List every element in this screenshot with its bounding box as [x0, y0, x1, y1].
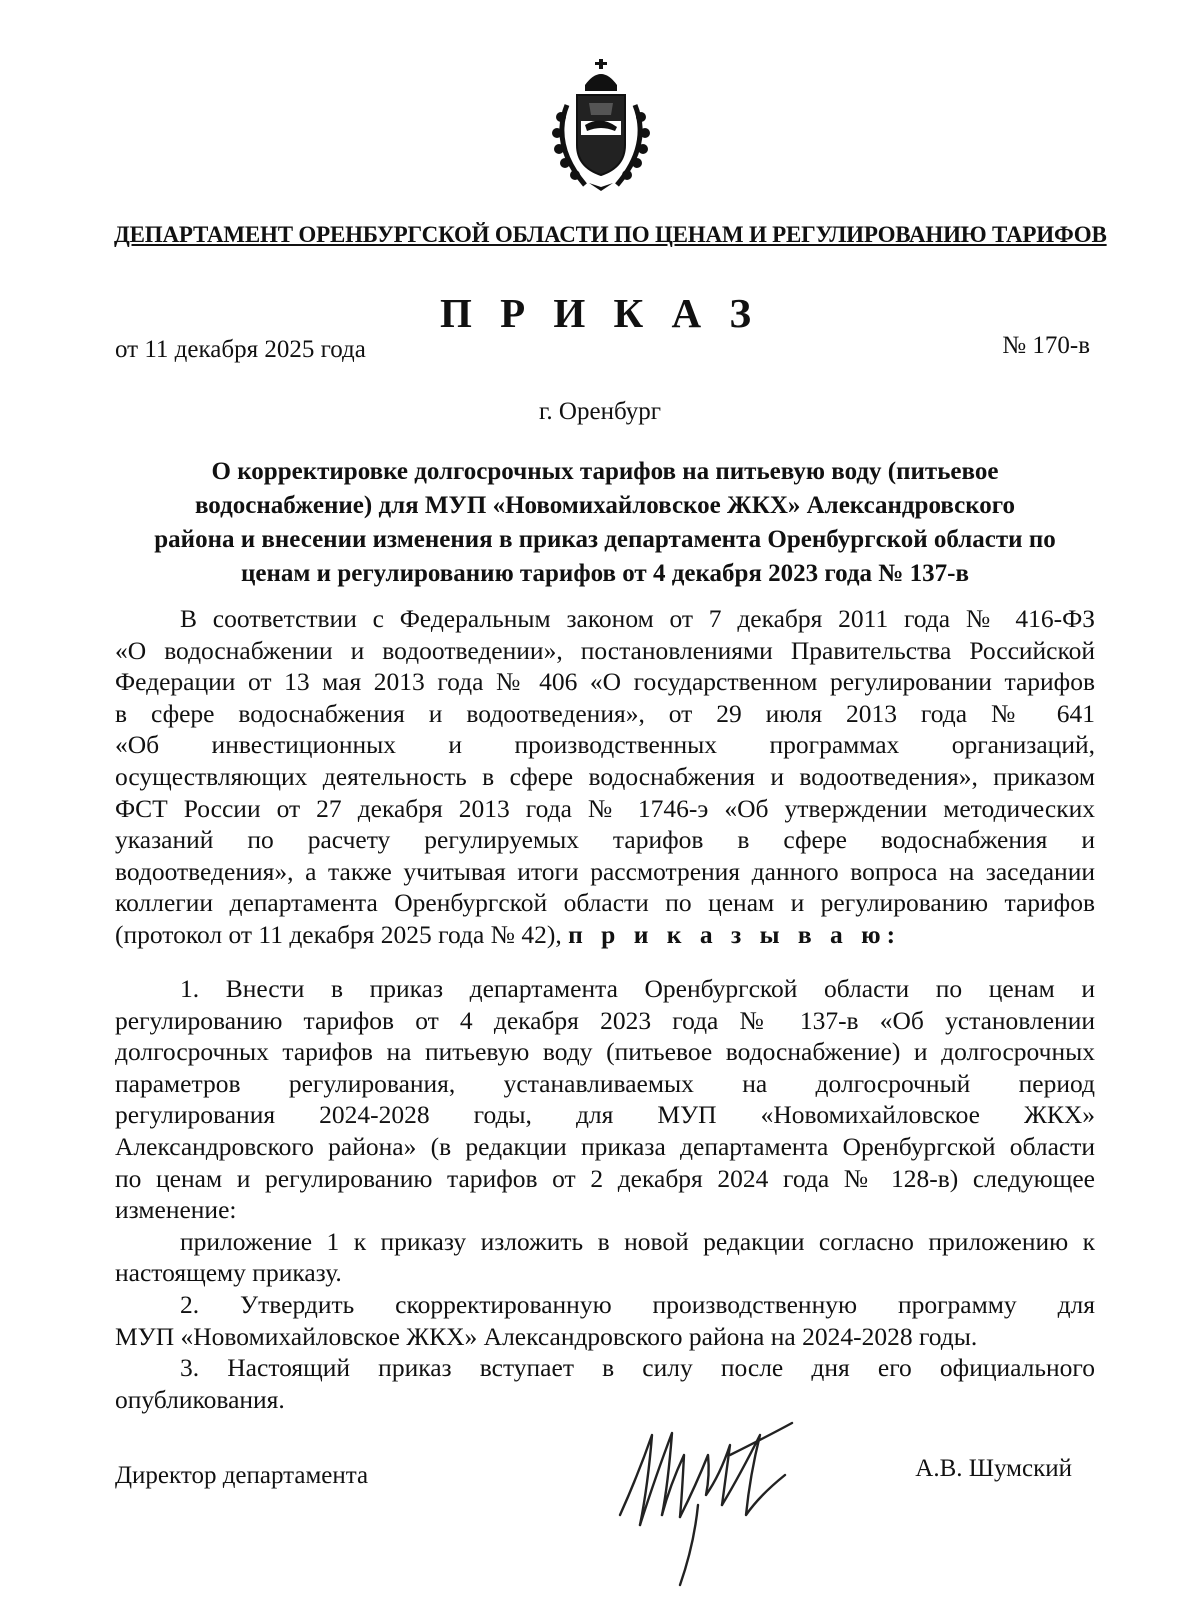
preamble-line: В соответствии с Федеральным законом от 7 декабря 2011 года № 416-ФЗ: [180, 604, 1095, 633]
handwritten-signature: [610, 1415, 800, 1595]
item-2-line: МУП «Новомихайловское ЖКХ» Александровского района на 2024-2028 годы.: [115, 1321, 978, 1351]
item-1-sub-line: настоящему приказу.: [115, 1258, 342, 1288]
item-1: [115, 973, 1095, 1415]
preamble-line: «О водоснабжении и водоотведении», постановлениями Правительства Российской: [115, 635, 1095, 665]
item-1-line: изменение:: [115, 1195, 237, 1225]
preamble-line: осуществляющих деятельность в сфере водоснабжения и водоотведения», приказом: [115, 761, 1095, 791]
subject-line: района и внесении изменения в приказ департамента Оренбургской области по: [154, 526, 1056, 553]
item-1-line: долгосрочных тарифов на питьевую воду (питьевое водоснабжение) и долгосрочных: [115, 1037, 1095, 1067]
subject-line: водоснабжение) для МУП «Новомихайловское ЖКХ» Александровского: [194, 492, 1016, 519]
preamble-line: «Об инвестиционных и производственных программах организаций,: [115, 730, 1095, 760]
preamble-line: (протокол от 11 декабря 2025 года № 42),: [115, 919, 569, 949]
coat-of-arms-emblem: [545, 55, 657, 195]
item-1-sub-line: приложение 1 к приказу изложить в новой редакции согласно приложению к: [180, 1226, 1095, 1256]
item-1-line: регулирования 2024-2028 годы, для МУП «Новомихайловское ЖКХ»: [115, 1100, 1095, 1130]
item-1-line: 1. Внести в приказ департамента Оренбургской области по ценам и: [180, 974, 1095, 1003]
preamble-paragraph: [115, 603, 1095, 951]
item-1-line: параметров регулирования, устанавливаемых на долгосрочный период: [115, 1068, 1095, 1098]
subject-line: О корректировке долгосрочных тарифов на питьевую воду (питьевое: [211, 458, 999, 485]
preamble-line: коллегии департамента Оренбургской области по ценам и регулированию тарифов: [115, 888, 1095, 918]
preamble-line: в сфере водоснабжения и водоотведения», от 29 июля 2013 года № 641: [115, 698, 1095, 728]
preamble-line: водоотведения», а также учитывая итоги рассмотрения данного вопроса на заседании: [115, 856, 1095, 886]
order-number: № 170-в: [1002, 332, 1090, 359]
subject-line: ценам и регулированию тарифов от 4 декабря 2023 года № 137-в: [240, 560, 969, 587]
preamble-last-line: [115, 919, 1095, 951]
item-1-line: Александровского района» (в редакции приказа департамента Оренбургской области: [115, 1131, 1095, 1161]
item-2-line: 2. Утвердить скорректированную производственную программу для: [180, 1289, 1095, 1319]
order-date: от 11 декабря 2025 года: [115, 336, 366, 363]
order-directive: п р и к а з ы в а ю:: [568, 919, 902, 949]
preamble-line: ФСТ России от 27 декабря 2013 года № 1746-э «Об утверждении методических: [115, 793, 1095, 823]
order-title: П Р И К А З: [439, 290, 761, 336]
item-3-line: 3. Настоящий приказ вступает в силу после дня его официального: [180, 1353, 1095, 1383]
preamble-line: Федерации от 13 мая 2013 года № 406 «О государственном регулировании тарифов: [115, 667, 1095, 697]
item-1-line: по ценам и регулированию тарифов от 2 декабря 2024 года № 128-в) следующее: [115, 1163, 1095, 1193]
order-city: г. Оренбург: [539, 398, 661, 425]
signer-name: А.В. Шумский: [915, 1455, 1072, 1482]
preamble-line: указаний по расчету регулируемых тарифов в сфере водоснабжения и: [115, 825, 1095, 855]
order-subject: [115, 455, 1095, 591]
signer-position: Директор департамента: [115, 1462, 369, 1489]
item-1-line: регулированию тарифов от 4 декабря 2023 года № 137-в «Об установлении: [115, 1005, 1095, 1035]
department-name: ДЕПАРТАМЕНТ ОРЕНБУРГСКОЙ ОБЛАСТИ ПО ЦЕНАМ И РЕГУЛИРОВАНИЮ ТАРИФОВ: [114, 222, 1107, 247]
item-3-line: опубликования.: [115, 1384, 285, 1414]
